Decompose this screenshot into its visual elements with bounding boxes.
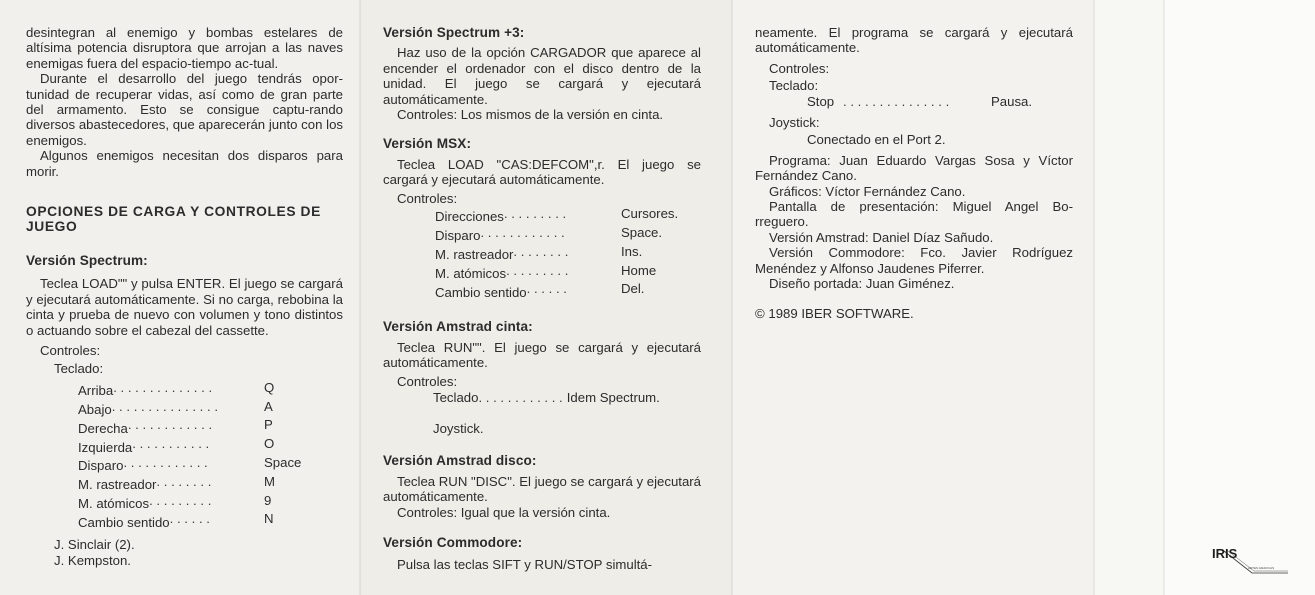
dot-leader: . . . . . .: [526, 281, 567, 297]
fold-line: [359, 0, 361, 595]
cinta-joystick: Joystick.: [433, 421, 484, 437]
key-label-group: [78, 417, 264, 436]
commodore-text: Pulsa las teclas SIFT y RUN/STOP simultá-: [397, 556, 653, 572]
keyboard-label: Teclado:: [769, 78, 819, 94]
key-label: Abajo: [78, 401, 112, 417]
plus3-title: Versión Spectrum +3:: [383, 25, 525, 40]
stop-label: Stop: [807, 93, 835, 109]
key-value: Q: [264, 379, 275, 395]
credit-line: Versión Commodore: Fco. Javier Rodríguez Menéndez y Alfonso Jaudenes Piferrer.: [755, 245, 1073, 276]
msx-title: Versión MSX:: [383, 136, 472, 152]
key-row: [383, 206, 701, 225]
key-label-group: [78, 493, 264, 512]
key-row: [26, 399, 343, 418]
key-label-group: [435, 244, 621, 263]
key-row: [383, 244, 701, 263]
dot-leader: . . . . . . . . . . . .: [478, 389, 563, 405]
credit-line: Pantalla de presentación: Miguel Angel Bo-rreguero.: [755, 199, 1073, 230]
key-label-group: [435, 225, 621, 244]
column-1: [26, 25, 343, 568]
credit-line: Versión Amstrad: Daniel Díaz Sañudo.: [769, 229, 994, 245]
key-label-group: [435, 206, 621, 225]
key-value: Space.: [621, 224, 663, 240]
key-row: [383, 263, 701, 282]
key-label-group: [435, 281, 621, 300]
panel-back: [1164, 0, 1315, 595]
dot-leader: . . . . . . . . . . . . . . .: [843, 93, 950, 109]
stop-value: Pausa.: [991, 93, 1033, 109]
fold-line: [1163, 0, 1165, 595]
msx-text: Teclea LOAD "CAS:DEFCOM",r. El juego se cargará y ejecutará automáticamente.: [383, 156, 701, 188]
key-label: Disparo: [435, 228, 481, 244]
key-label: M. atómicos: [435, 265, 507, 281]
joystick-port: Conectado en el Port 2.: [807, 132, 946, 148]
spectrum-title: Versión Spectrum:: [26, 252, 148, 268]
dot-leader: . . . . . . . .: [156, 473, 212, 489]
fold-line: [1093, 0, 1095, 595]
key-label: M. rastreador: [78, 477, 157, 493]
dot-leader: . . . . . .: [169, 511, 210, 527]
key-label: Derecha: [78, 420, 128, 436]
joystick-label: Joystick:: [769, 115, 820, 131]
key-row: [26, 511, 343, 530]
iris-logo: [1212, 545, 1292, 577]
dot-leader: . . . . . . . . .: [503, 206, 567, 222]
key-value: 9: [264, 492, 272, 508]
credits: [755, 153, 1073, 292]
section-heading: OPCIONES DE CARGA Y CONTROLES DE JUEGO: [26, 204, 321, 235]
amstrad-disco-text: Teclea RUN "DISC". El juego se cargará y ejecutará automáticamente.: [383, 473, 702, 505]
key-label: Cambio sentido: [435, 284, 527, 300]
key-label: M. atómicos: [78, 496, 150, 511]
key-label: Arriba: [78, 383, 114, 399]
amstrad-cinta-title: Versión Amstrad cinta:: [383, 319, 533, 335]
dot-leader: . . . . . . . . . . . .: [480, 224, 565, 240]
paragraph: Algunos enemigos necesitan dos disparos para morir.: [26, 148, 343, 179]
cinta-controls-label: Controles:: [397, 374, 458, 390]
keyboard-label: Teclado:: [54, 361, 104, 377]
cinta-keyboard-row: [383, 390, 701, 405]
key-label: Disparo: [78, 458, 124, 474]
key-row: [26, 493, 343, 512]
key-label-group: [78, 380, 264, 399]
key-label: M. rastreador: [435, 247, 514, 263]
column-3: [755, 25, 1073, 321]
dot-leader: . . . . . . . . . . .: [132, 436, 210, 452]
key-label-group: [78, 511, 264, 530]
dot-leader: . . . . . . . . . . . . . .: [113, 379, 213, 395]
key-value: A: [264, 398, 273, 414]
key-label-group: [78, 455, 264, 474]
key-label-group: [78, 436, 264, 455]
dot-leader: . . . . . . . . .: [506, 262, 569, 278]
key-label-group: [435, 263, 621, 282]
logo-text: IRIS: [1212, 546, 1238, 561]
commodore-title: Versión Commodore:: [383, 535, 523, 551]
amstrad-disco-title: Versión Amstrad disco:: [383, 452, 537, 468]
key-value: M: [264, 473, 275, 489]
key-row: [26, 436, 343, 455]
plus3-text: Haz uso de la opción CARGADOR que aparece al encender el ordenador con el disco dentro de la unidad. El juego se cargará y ejecutará automáticamente.: [383, 45, 701, 107]
key-value: Space: [264, 454, 302, 470]
key-label: Direcciones: [435, 209, 504, 225]
panel-spine: [1094, 0, 1164, 595]
copyright: © 1989 IBER SOFTWARE.: [755, 305, 914, 321]
key-row: [26, 455, 343, 474]
key-row: [383, 281, 701, 300]
credit-line: Gráficos: Víctor Fernández Cano.: [769, 183, 966, 199]
key-value: Home: [621, 262, 657, 278]
dot-leader: . . . . . . . . . . . .: [123, 454, 208, 470]
spectrum-key-list: [26, 380, 343, 531]
msx-key-list: [383, 206, 701, 300]
joystick-kempston: J. Kempston.: [54, 552, 131, 568]
key-value: Del.: [621, 281, 645, 297]
key-value: P: [264, 417, 273, 433]
cinta-keyboard-value: Idem Spectrum.: [566, 389, 660, 405]
commodore-continuation: neamente. El programa se cargará y ejecutará automáticamente.: [755, 25, 1073, 56]
key-row: [26, 474, 343, 493]
dot-leader: . . . . . . . . . . . .: [127, 417, 213, 433]
controls-label: Controles:: [769, 60, 830, 76]
spectrum-text: Teclea LOAD"" y pulsa ENTER. El juego se cargará y ejecutará automáticamente. Si no carga, rebobina la cinta y prueba de nuevo con volumen y tono distintos o actuando sobre el cabezal del cassette.: [26, 276, 343, 338]
key-value: Ins.: [621, 243, 643, 259]
joystick-sinclair: J. Sinclair (2).: [54, 537, 135, 553]
amstrad-cinta-text: Teclea RUN"". El juego se cargará y ejecutará automáticamente.: [383, 339, 701, 370]
credit-line: Diseño portada: Juan Giménez.: [769, 276, 955, 292]
key-label-group: [78, 474, 264, 493]
stop-row: [755, 94, 1073, 109]
key-value: N: [264, 511, 274, 527]
dot-leader: . . . . . . . .: [513, 243, 569, 259]
key-label: Cambio sentido: [78, 514, 170, 530]
key-label-group: [78, 399, 264, 418]
logo-subtext: ARTES GRAFICAS: [1248, 566, 1275, 570]
disco-controls: Controles: Igual que la versión cinta.: [397, 504, 611, 520]
key-value: O: [264, 436, 275, 452]
key-row: [26, 380, 343, 399]
cinta-keyboard-label: Teclado: [433, 389, 479, 405]
key-label: Izquierda: [78, 439, 133, 455]
controls-label: Controles:: [40, 342, 101, 358]
dot-leader: . . . . . . . . . . . . . . .: [111, 398, 218, 414]
plus3-controls: Controles: Los mismos de la versión en cinta.: [397, 107, 664, 123]
key-value: Cursores.: [621, 206, 679, 222]
key-row: [26, 417, 343, 436]
paragraph: Durante el desarrollo del juego tendrás opor-tunidad de recuperar vidas, así como de gran parte del armamento. Esto se consigue captu-rando diversos abastecedores, que aparecerán junto con los enemigos.: [26, 71, 343, 148]
fold-line: [731, 0, 733, 595]
msx-controls-label: Controles:: [397, 190, 458, 206]
credit-line: Programa: Juan Eduardo Vargas Sosa y Víctor Fernández Cano.: [755, 152, 1073, 184]
key-row: [383, 225, 701, 244]
column-2: [383, 25, 701, 572]
paragraph: desintegran al enemigo y bombas estelares de altísima potencia disruptora que arrojan a las naves enemigas fuera del espacio-tiempo ac-tual.: [26, 25, 343, 71]
dot-leader: . . . . . . . . .: [149, 492, 212, 508]
